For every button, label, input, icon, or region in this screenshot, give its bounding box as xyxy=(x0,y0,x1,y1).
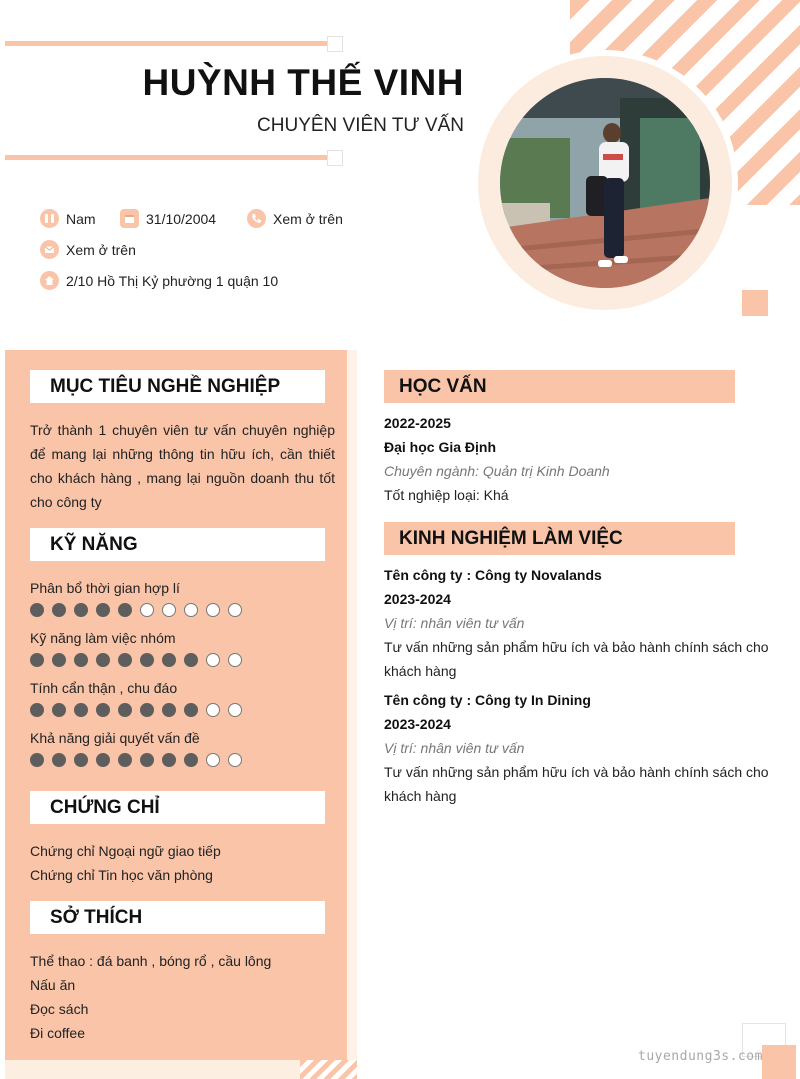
decorative-line-top xyxy=(5,41,330,46)
phone-value: Xem ở trên xyxy=(273,210,343,227)
rating-dot-filled xyxy=(30,703,44,717)
contact-gender xyxy=(40,209,96,228)
rating-dot-filled xyxy=(74,703,88,717)
rating-dot-empty xyxy=(162,603,176,617)
calendar-icon xyxy=(120,209,139,228)
education-grade: Tốt nghiệp loại: Khá xyxy=(384,487,509,503)
job-position: Vị trí: nhân viên tư vấn xyxy=(384,615,525,631)
rating-dot-filled xyxy=(118,703,132,717)
skill-name: Khả năng giải quyết vấn đề xyxy=(30,730,200,746)
dob-value: 31/10/2004 xyxy=(146,210,217,227)
hobbies-heading: SỞ THÍCH xyxy=(30,901,325,934)
contact-phone xyxy=(247,209,343,228)
rating-dot-empty xyxy=(228,703,242,717)
hobby-item: Thể thao : đá banh , bóng rổ , cầu lông xyxy=(30,953,272,969)
skill-rating xyxy=(30,753,250,767)
hobby-item: Đọc sách xyxy=(30,1001,89,1017)
watermark-square xyxy=(762,1045,796,1079)
certificate-item: Chứng chỉ Tin học văn phòng xyxy=(30,867,213,883)
job-position: Vị trí: nhân viên tư vấn xyxy=(384,740,525,756)
rating-dot-filled xyxy=(162,653,176,667)
rating-dot-filled xyxy=(140,703,154,717)
rating-dot-filled xyxy=(30,653,44,667)
decorative-line-bottom xyxy=(5,155,330,160)
skill-rating xyxy=(30,603,250,617)
candidate-name: HUỲNH THẾ VINH xyxy=(142,62,464,103)
job-company: Tên công ty : Công ty Novalands xyxy=(384,567,602,583)
job-title: CHUYÊN VIÊN TƯ VẤN xyxy=(257,115,464,136)
rating-dot-empty xyxy=(228,753,242,767)
education-period: 2022-2025 xyxy=(384,415,451,431)
education-major: Chuyên ngành: Quản trị Kinh Doanh xyxy=(384,463,610,479)
rating-dot-filled xyxy=(74,653,88,667)
rating-dot-filled xyxy=(184,703,198,717)
rating-dot-empty xyxy=(206,753,220,767)
rating-dot-filled xyxy=(96,653,110,667)
certificate-item: Chứng chỉ Ngoại ngữ giao tiếp xyxy=(30,843,221,859)
phone-icon xyxy=(247,209,266,228)
contact-dob xyxy=(120,209,216,228)
skill-name: Tính cẩn thận , chu đáo xyxy=(30,680,178,696)
rating-dot-filled xyxy=(96,753,110,767)
rating-dot-filled xyxy=(162,703,176,717)
rating-dot-filled xyxy=(52,703,66,717)
address-value: 2/10 Hồ Thị Kỷ phường 1 quận 10 xyxy=(66,272,279,289)
skill-name: Kỹ năng làm việc nhóm xyxy=(30,630,176,646)
rating-dot-filled xyxy=(30,603,44,617)
rating-dot-filled xyxy=(140,753,154,767)
rating-dot-filled xyxy=(74,603,88,617)
rating-dot-empty xyxy=(206,603,220,617)
rating-dot-filled xyxy=(74,753,88,767)
certificates-heading: CHỨNG CHỈ xyxy=(30,791,325,824)
home-icon xyxy=(40,271,59,290)
job-description: Tư vấn những sản phẩm hữu ích và bảo hành chính sách cho khách hàng xyxy=(384,764,769,804)
gender-icon xyxy=(40,209,59,228)
decorative-square xyxy=(742,290,768,316)
rating-dot-filled xyxy=(162,753,176,767)
experience-heading: KINH NGHIỆM LÀM VIỆC xyxy=(384,522,735,555)
objective-heading: MỤC TIÊU NGHỀ NGHIỆP xyxy=(30,370,325,403)
objective-text: Trở thành 1 chuyên viên tư vấn chuyên nghiệp để mang lại những thông tin hữu ích, cần thiết cho khách hàng , mang lại nguồn doanh thu tốt cho công ty xyxy=(30,422,335,510)
profile-photo xyxy=(500,78,710,288)
rating-dot-filled xyxy=(96,703,110,717)
rating-dot-empty xyxy=(228,603,242,617)
rating-dot-filled xyxy=(184,653,198,667)
gender-value: Nam xyxy=(66,210,96,227)
skill-rating xyxy=(30,703,250,717)
hobby-item: Đi coffee xyxy=(30,1025,85,1041)
rating-dot-filled xyxy=(118,653,132,667)
rating-dot-filled xyxy=(52,753,66,767)
rating-dot-filled xyxy=(118,753,132,767)
job-company: Tên công ty : Công ty In Dining xyxy=(384,692,591,708)
rating-dot-empty xyxy=(140,603,154,617)
email-value: Xem ở trên xyxy=(66,241,136,258)
rating-dot-filled xyxy=(30,753,44,767)
job-period: 2023-2024 xyxy=(384,716,451,732)
rating-dot-empty xyxy=(206,703,220,717)
bottom-stripes xyxy=(300,1060,357,1079)
job-description: Tư vấn những sản phẩm hữu ích và bảo hành chính sách cho khách hàng xyxy=(384,639,769,679)
skills-heading: KỸ NĂNG xyxy=(30,528,325,561)
education-heading: HỌC VẤN xyxy=(384,370,735,403)
decorative-box xyxy=(327,36,343,52)
rating-dot-filled xyxy=(184,753,198,767)
mail-icon xyxy=(40,240,59,259)
rating-dot-empty xyxy=(206,653,220,667)
rating-dot-filled xyxy=(96,603,110,617)
rating-dot-filled xyxy=(118,603,132,617)
rating-dot-empty xyxy=(228,653,242,667)
job-period: 2023-2024 xyxy=(384,591,451,607)
rating-dot-filled xyxy=(52,653,66,667)
rating-dot-filled xyxy=(140,653,154,667)
contact-email xyxy=(40,240,136,259)
rating-dot-filled xyxy=(52,603,66,617)
education-school: Đại học Gia Định xyxy=(384,439,497,455)
hobby-item: Nấu ăn xyxy=(30,977,76,993)
skill-name: Phân bổ thời gian hợp lí xyxy=(30,580,180,596)
contact-address xyxy=(40,271,278,290)
watermark-text: tuyendung3s.com xyxy=(638,1049,763,1064)
rating-dot-empty xyxy=(184,603,198,617)
decorative-box xyxy=(327,150,343,166)
left-column-edge xyxy=(347,350,357,1060)
skill-rating xyxy=(30,653,250,667)
